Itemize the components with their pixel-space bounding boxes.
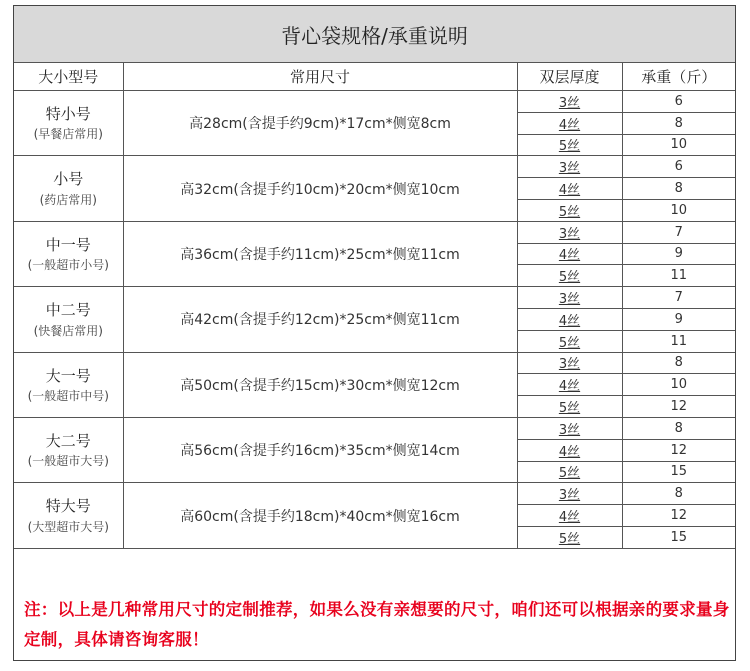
thickness-value: 4丝	[558, 313, 581, 329]
size-cell	[14, 91, 123, 156]
thickness-cell	[517, 243, 622, 265]
size-cell	[14, 417, 123, 482]
thickness-cell	[517, 265, 622, 287]
thickness-cell	[517, 221, 622, 243]
thickness-cell	[517, 483, 622, 505]
load-cell: 7	[622, 221, 735, 243]
thickness-cell	[517, 178, 622, 200]
thickness-cell	[517, 417, 622, 439]
dimensions-cell: 高32cm(含提手约10cm)*20cm*侧宽10cm	[123, 156, 517, 221]
thickness-value: 4丝	[558, 183, 581, 199]
dimensions-cell: 高50cm(含提手约15cm)*30cm*侧宽12cm	[123, 352, 517, 417]
load-cell: 15	[622, 526, 735, 548]
thickness-value: 5丝	[558, 531, 581, 547]
thickness-value: 3丝	[558, 95, 581, 111]
dimensions-cell: 高42cm(含提手约12cm)*25cm*侧宽11cm	[123, 287, 517, 352]
size-usage: (药店常用)	[39, 192, 97, 207]
size-usage: (一般超市小号)	[27, 258, 109, 273]
thickness-cell	[517, 352, 622, 374]
load-cell: 7	[622, 287, 735, 309]
thickness-cell	[517, 199, 622, 221]
dimensions-cell: 高60cm(含提手约18cm)*40cm*侧宽16cm	[123, 483, 517, 548]
thickness-cell	[517, 439, 622, 461]
spec-sheet	[13, 5, 736, 661]
thickness-cell	[517, 287, 622, 309]
thickness-cell	[517, 112, 622, 134]
size-usage: (早餐店常用)	[33, 127, 103, 142]
load-cell: 10	[622, 374, 735, 396]
header-load: 承重（斤）	[622, 63, 735, 91]
table-row	[14, 287, 735, 309]
spec-body	[14, 91, 735, 549]
thickness-cell	[517, 156, 622, 178]
dimensions-cell: 高56cm(含提手约16cm)*35cm*侧宽14cm	[123, 417, 517, 482]
thickness-value: 3丝	[558, 292, 581, 308]
size-cell	[14, 221, 123, 286]
size-usage: (一般超市大号)	[27, 454, 109, 469]
thickness-value: 3丝	[558, 357, 581, 373]
size-name: 特大号	[45, 497, 91, 516]
thickness-cell	[517, 396, 622, 418]
size-cell	[14, 483, 123, 548]
header-dimensions: 常用尺寸	[123, 63, 517, 91]
load-cell: 12	[622, 396, 735, 418]
size-name: 特小号	[45, 104, 91, 123]
load-cell: 12	[622, 505, 735, 527]
thickness-value: 5丝	[558, 335, 581, 351]
dimensions-cell: 高36cm(含提手约11cm)*25cm*侧宽11cm	[123, 221, 517, 286]
thickness-cell	[517, 134, 622, 156]
size-cell	[14, 352, 123, 417]
size-usage: (一般超市中号)	[27, 389, 109, 403]
size-usage: (大型超市大号)	[27, 519, 109, 534]
thickness-value: 4丝	[558, 248, 581, 264]
table-row	[14, 221, 735, 243]
load-cell: 8	[622, 352, 735, 374]
load-cell: 15	[622, 461, 735, 483]
size-usage: (快餐店常用)	[33, 323, 103, 338]
table-row	[14, 156, 735, 178]
load-cell: 10	[622, 199, 735, 221]
thickness-value: 4丝	[558, 117, 581, 133]
thickness-value: 5丝	[558, 401, 581, 417]
size-cell	[14, 287, 123, 352]
table-row	[14, 483, 735, 505]
header-size: 大小型号	[14, 63, 123, 91]
thickness-cell	[517, 330, 622, 352]
size-name: 小号	[53, 170, 84, 189]
thickness-value: 5丝	[558, 204, 581, 220]
thickness-value: 4丝	[558, 379, 581, 395]
size-name: 中二号	[45, 301, 91, 320]
load-cell: 8	[622, 483, 735, 505]
thickness-cell	[517, 461, 622, 483]
load-cell: 9	[622, 308, 735, 330]
custom-order-note: 注：以上是几种常用尺寸的定制推荐，如果么没有亲想要的尺寸，咱们还可以根据亲的要求量身定制，具体请咨询客服！	[24, 600, 730, 649]
sheet-title: 背心袋规格/承重说明	[14, 6, 735, 63]
thickness-cell	[517, 308, 622, 330]
load-cell: 11	[622, 330, 735, 352]
thickness-value: 5丝	[558, 139, 581, 155]
dimensions-cell: 高28cm(含提手约9cm)*17cm*侧宽8cm	[123, 91, 517, 156]
thickness-value: 3丝	[558, 226, 581, 242]
table-row	[14, 91, 735, 113]
thickness-value: 5丝	[558, 270, 581, 286]
thickness-cell	[517, 526, 622, 548]
thickness-cell	[517, 505, 622, 527]
table-row	[14, 417, 735, 439]
header-row	[14, 63, 735, 91]
load-cell: 12	[622, 439, 735, 461]
table-row	[14, 352, 735, 374]
load-cell: 8	[622, 178, 735, 200]
spec-table	[14, 63, 735, 549]
size-cell	[14, 156, 123, 221]
size-name: 大二号	[45, 431, 91, 450]
load-cell: 6	[622, 91, 735, 113]
load-cell: 9	[622, 243, 735, 265]
load-cell: 8	[622, 417, 735, 439]
thickness-value: 3丝	[558, 422, 581, 438]
thickness-value: 4丝	[558, 444, 581, 460]
thickness-value: 3丝	[558, 161, 581, 177]
thickness-cell	[517, 374, 622, 396]
thickness-cell	[517, 91, 622, 113]
load-cell: 8	[622, 112, 735, 134]
load-cell: 10	[622, 134, 735, 156]
load-cell: 11	[622, 265, 735, 287]
size-name: 中一号	[45, 235, 91, 254]
thickness-value: 5丝	[558, 466, 581, 482]
size-name: 大一号	[45, 366, 91, 385]
header-thickness: 双层厚度	[517, 63, 622, 91]
thickness-value: 3丝	[558, 488, 581, 504]
thickness-value: 4丝	[558, 510, 581, 526]
load-cell: 6	[622, 156, 735, 178]
